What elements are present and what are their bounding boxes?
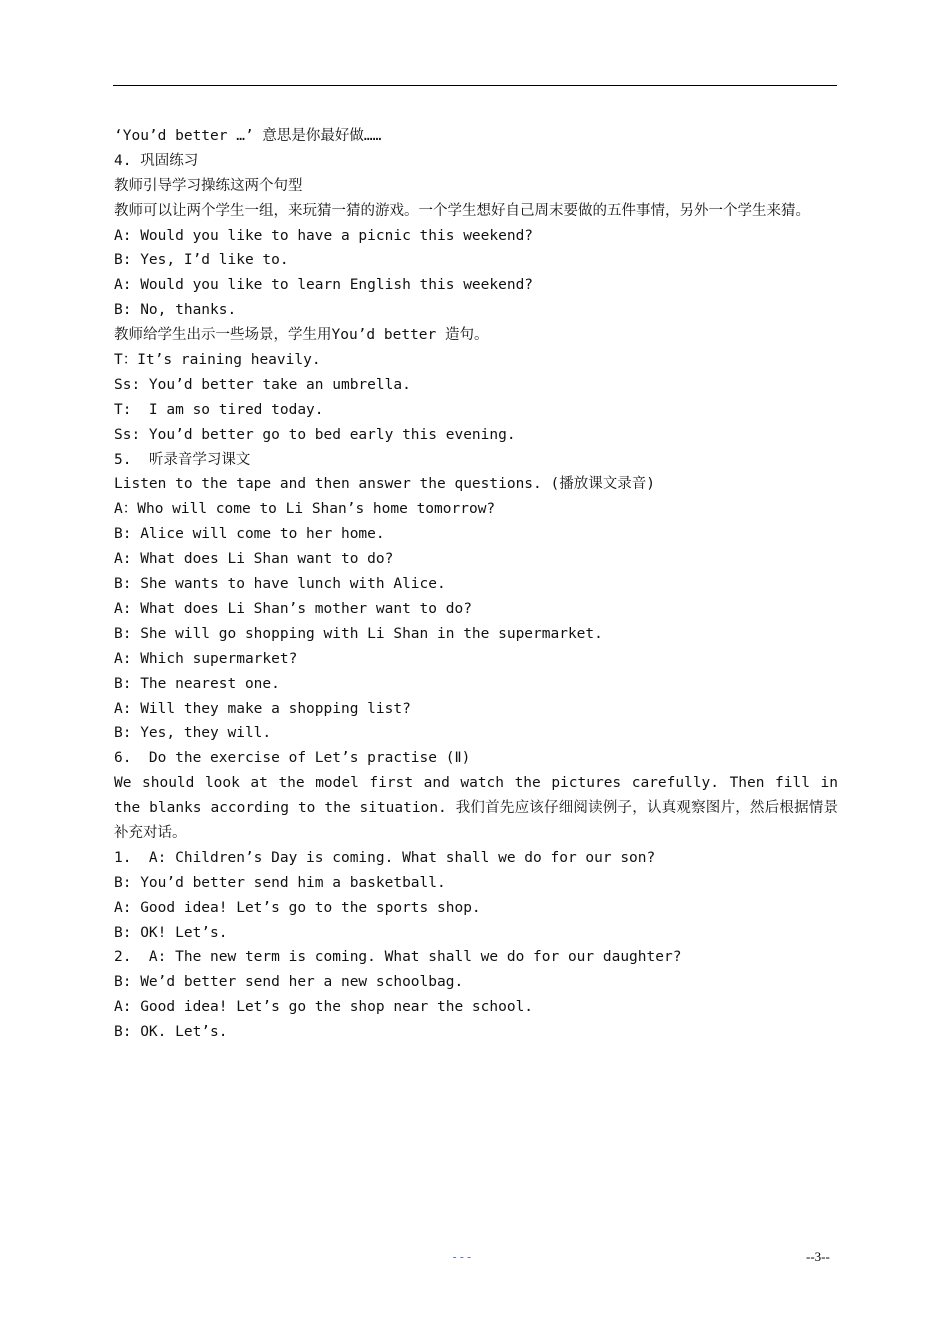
dialogue-line: A: Which supermarket? [114, 650, 298, 667]
dialogue-line: A: Good idea! Let’s go the shop near the school. [114, 999, 534, 1016]
dialogue-line: B: OK! Let’s. [114, 924, 228, 941]
dialogue-line: A: Would you like to learn English this weekend? [114, 277, 534, 294]
text-line: Listen to the tape and then answer the questions. (播放课文录音) [114, 476, 655, 493]
paragraph: 教师可以让两个学生一组，来玩猜一猜的游戏。一个学生想好自己周末要做的五件事情，另外一个学生来猜。 [114, 202, 810, 219]
dialogue-line: B: Yes, I’d like to. [114, 252, 289, 269]
dialogue-line: B: The nearest one. [114, 675, 280, 692]
dialogue-line: 2. A: The new term is coming. What shall we do for our daughter? [114, 949, 682, 966]
header-rule [113, 85, 837, 86]
dialogue-line: A: Good idea! Let’s go to the sports shop. [114, 899, 481, 916]
text-line: 教师给学生出示一些场景，学生用You’d better 造句。 [114, 327, 489, 344]
footer-mark: --- [451, 1250, 473, 1264]
dialogue-line: A: What does Li Shan want to do? [114, 551, 394, 568]
paragraph: We should look at the model first and watch the pictures carefully. Then fill in the blanks according to the situation. 我们首先应该仔细阅读例子，认真观察图片，然后根据情景补充对话。 [114, 775, 838, 841]
dialogue-line: 1. A: Children’s Day is coming. What shall we do for our son? [114, 849, 656, 866]
dialogue-line: B: You’d better send him a basketball. [114, 874, 446, 891]
page-number: --3-- [806, 1249, 830, 1264]
dialogue-line: Ss: You’d better go to bed early this evening. [114, 426, 516, 443]
dialogue-line: B: Alice will come to her home. [114, 526, 385, 543]
text-line: ‘You’d better …’ 意思是你最好做…… [114, 128, 382, 144]
document-body [114, 124, 838, 1045]
dialogue-line: T：It’s raining heavily. [114, 352, 321, 369]
section-heading: 4. 巩固练习 [114, 152, 199, 169]
dialogue-line: B: Yes, they will. [114, 725, 272, 742]
dialogue-line: B: She will go shopping with Li Shan in the supermarket. [114, 625, 603, 642]
dialogue-line: A: Will they make a shopping list? [114, 700, 411, 717]
dialogue-line: A：Who will come to Li Shan’s home tomorrow? [114, 501, 496, 518]
dialogue-line: B: She wants to have lunch with Alice. [114, 576, 446, 593]
section-heading: 5. 听录音学习课文 [114, 451, 251, 468]
section-heading: 6. Do the exercise of Let’s practise (Ⅱ) [114, 750, 471, 767]
dialogue-line: B: We’d better send her a new schoolbag. [114, 974, 464, 991]
dialogue-line: A: Would you like to have a picnic this weekend? [114, 227, 534, 244]
text-line: 教师引导学习操练这两个句型 [114, 177, 303, 194]
dialogue-line: B: OK. Let’s. [114, 1024, 228, 1041]
dialogue-line: B: No, thanks. [114, 302, 237, 319]
dialogue-line: A: What does Li Shan’s mother want to do? [114, 600, 472, 617]
dialogue-line: Ss: You’d better take an umbrella. [114, 376, 411, 393]
dialogue-line: T: I am so tired today. [114, 401, 324, 418]
